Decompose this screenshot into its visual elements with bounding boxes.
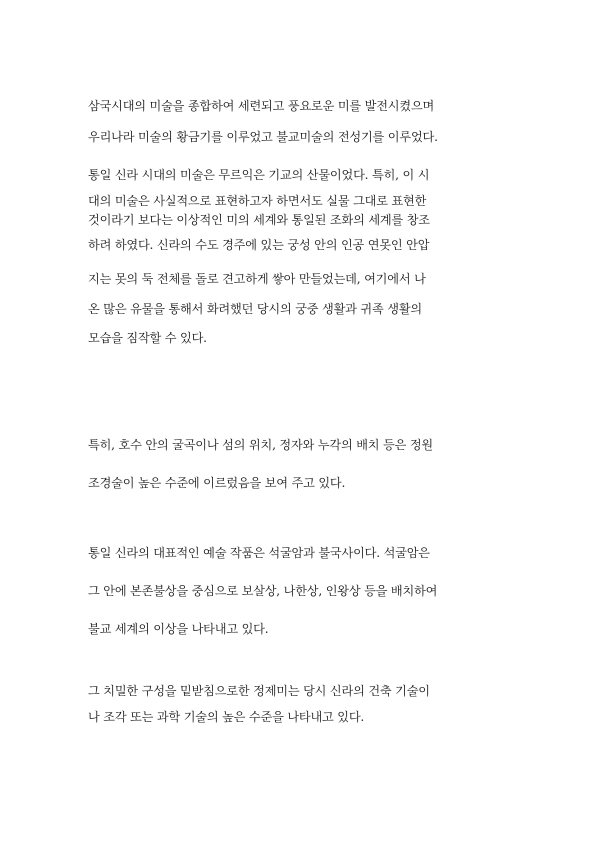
text-line: 조경술이 높은 수준에 이르렀음을 보여 주고 있다. (88, 476, 346, 490)
text-line: 온 많은 유물을 통해서 화려했던 당시의 궁중 생활과 귀족 생활의 (88, 302, 422, 316)
text-line: 그 치밀한 구성을 밑받침으로한 정제미는 당시 신라의 건축 기술이 (88, 684, 430, 698)
text-line: 우리나라 미술의 황금기를 이루었고 불교미술의 전성기를 이루었다. (88, 130, 438, 144)
text-line: 불교 세계의 이상을 나타내고 있다. (88, 622, 269, 636)
text-line: 대의 미술은 사실적으로 표현하고자 하면서도 실물 그대로 표현한 (88, 194, 427, 208)
text-line: 그 안에 본존불상을 중심으로 보살상, 나한상, 인왕상 등을 배치하여 (88, 584, 438, 598)
text-line: 특히, 호수 안의 굴곡이나 섬의 위치, 정자와 누각의 배치 등은 정원 (88, 438, 433, 452)
text-line: 지는 못의 둑 전체를 돌로 견고하게 쌓아 만들었는데, 여기에서 나 (88, 272, 426, 286)
text-line: 나 조각 또는 과학 기술의 높은 수준을 나타내고 있다. (88, 710, 365, 724)
text-line: 것이라기 보다는 이상적인 미의 세계와 통일된 조화의 세계를 창조 (88, 213, 430, 227)
text-line: 하려 하였다. 신라의 수도 경주에 있는 궁성 안의 인공 연못인 안압 (88, 238, 430, 252)
text-line: 모습을 짐작할 수 있다. (88, 331, 207, 345)
text-line: 통일 신라의 대표적인 예술 작품은 석굴암과 불국사이다. 석굴암은 (88, 546, 430, 560)
text-line: 통일 신라 시대의 미술은 무르익은 기교의 산물이었다. 특히, 이 시 (88, 168, 430, 182)
text-line: 삼국시대의 미술을 종합하여 세련되고 풍요로운 미를 발전시켰으며 (88, 99, 435, 113)
